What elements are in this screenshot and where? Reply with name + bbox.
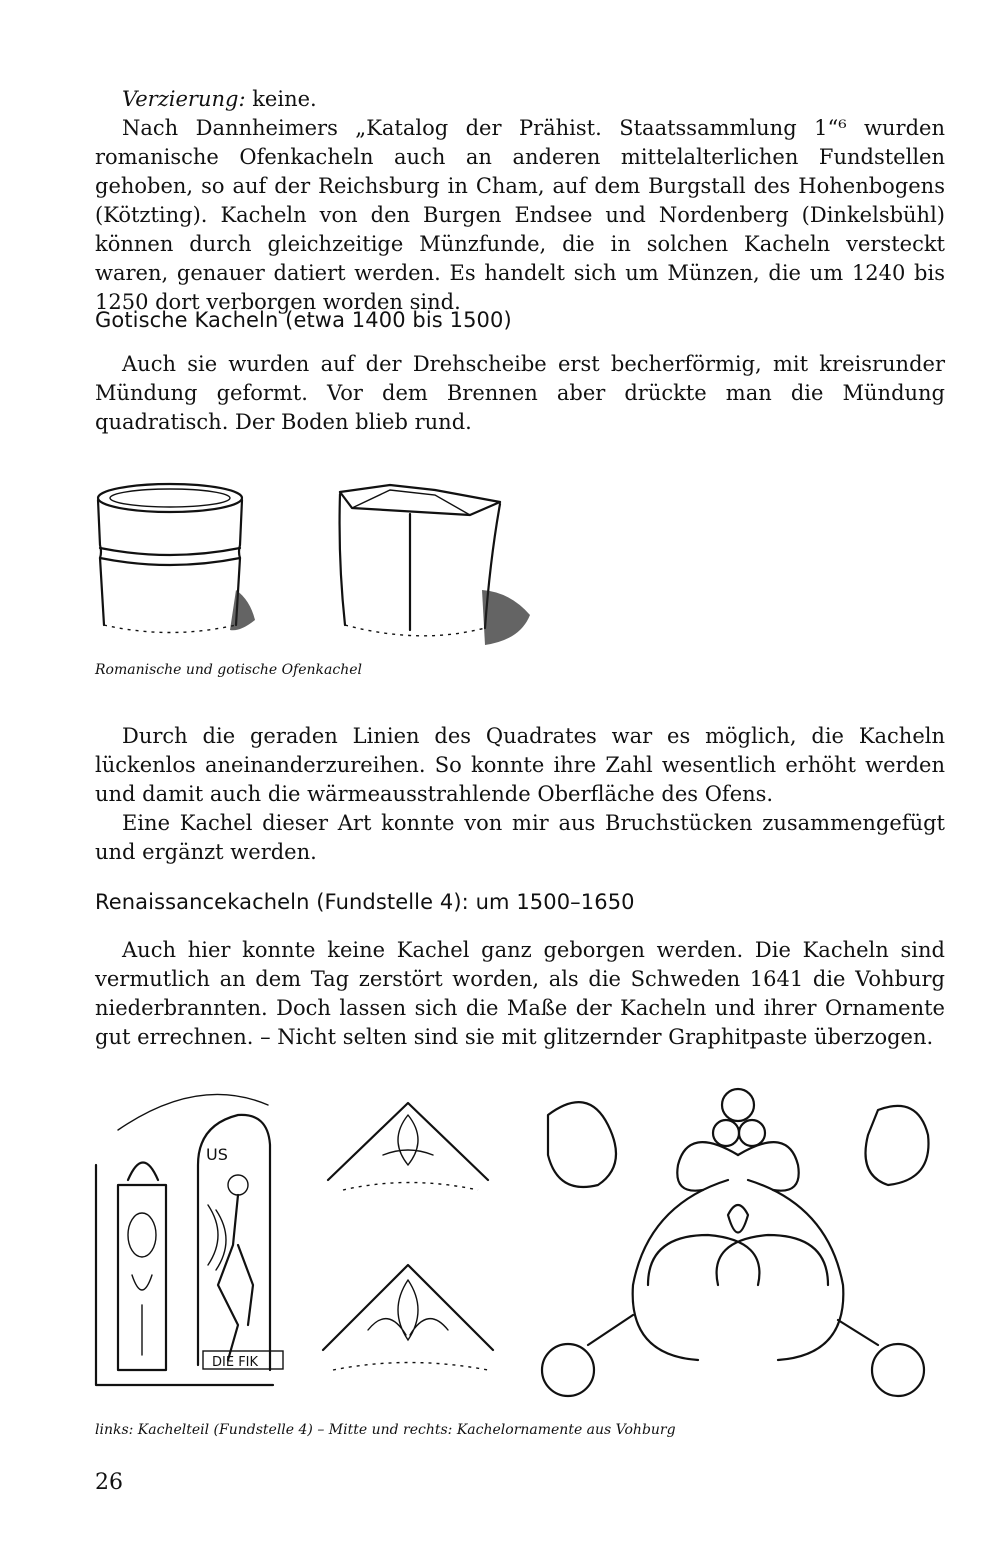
gothic-paragraph: Auch sie wurden auf der Drehscheibe erst becherförmig, mit kreisrunder Mündung geformt. Vor dem Brennen aber drückte man die Mündung quadratisch. Der Boden blieb rund. [95, 352, 945, 434]
gothic-tile-drawing [340, 485, 530, 645]
intro-label-line [95, 85, 945, 114]
intro-paragraph: Nach Dannheimers „Katalog der Prähist. Staatssammlung 1“⁶ wurden romanische Ofenkacheln auch an anderen mittelalterlichen Fundstellen gehoben, so auf der Reichsburg in Cham, auf dem Burgstall des Hohenbogens (Kötzting). Kacheln von den Burgen Endsee und Nordenberg (Dinkelsbühl) können durch gleichzeitige Münzfunde, die in solchen Kacheln versteckt waren, genauer datiert werden. Es handelt sich um Münzen, die um 1240 bis 1250 dort verborgen worden sind. [95, 116, 945, 314]
figure-caption-tiles: Romanische und gotische Ofenkachel [95, 662, 362, 678]
romanesque-tile-drawing [98, 484, 255, 633]
renaissance-ornaments-illustration [88, 1085, 938, 1410]
page-number: 26 [95, 1470, 123, 1495]
tile-inscription-die-fik: DIE FIK [212, 1355, 259, 1370]
heading-gothic: Gotische Kacheln (etwa 1400 bis 1500) [95, 308, 512, 332]
intro-label: Verzierung: [122, 87, 246, 111]
tile-fragment-drawing [96, 1094, 283, 1385]
figure-caption-ornaments: links: Kachelteil (Fundstelle 4) – Mitte und rechts: Kachelornamente aus Vohburg [95, 1422, 676, 1438]
stove-tiles-illustration [90, 480, 540, 660]
gothic-paragraph-3: Eine Kachel dieser Art konnte von mir aus Bruchstücken zusammengefügt und ergänzt werden. [95, 811, 945, 864]
vine-scroll-ornament-drawing [542, 1089, 929, 1396]
triangular-ornaments-drawing [323, 1103, 493, 1370]
intro-label-rest: keine. [245, 87, 317, 111]
tile-inscription-us: US [206, 1145, 228, 1164]
renaissance-paragraph: Auch hier konnte keine Kachel ganz geborgen werden. Die Kacheln sind vermutlich an dem Tag zerstört worden, als die Schweden 1641 die Vohburg niederbrannten. Doch lassen sich die Maße der Kacheln und ihrer Ornamente gut errechnen. – Nicht selten sind sie mit glitzernder Graphitpaste überzogen. [95, 938, 945, 1049]
gothic-paragraph-2: Durch die geraden Linien des Quadrates war es möglich, die Kacheln lückenlos aneinanderzureihen. So konnte ihre Zahl wesentlich erhöht werden und damit auch die wärmeausstrahlende Oberfläche des Ofens. [95, 724, 945, 806]
heading-renaissance: Renaissancekacheln (Fundstelle 4): um 1500–1650 [95, 890, 635, 914]
